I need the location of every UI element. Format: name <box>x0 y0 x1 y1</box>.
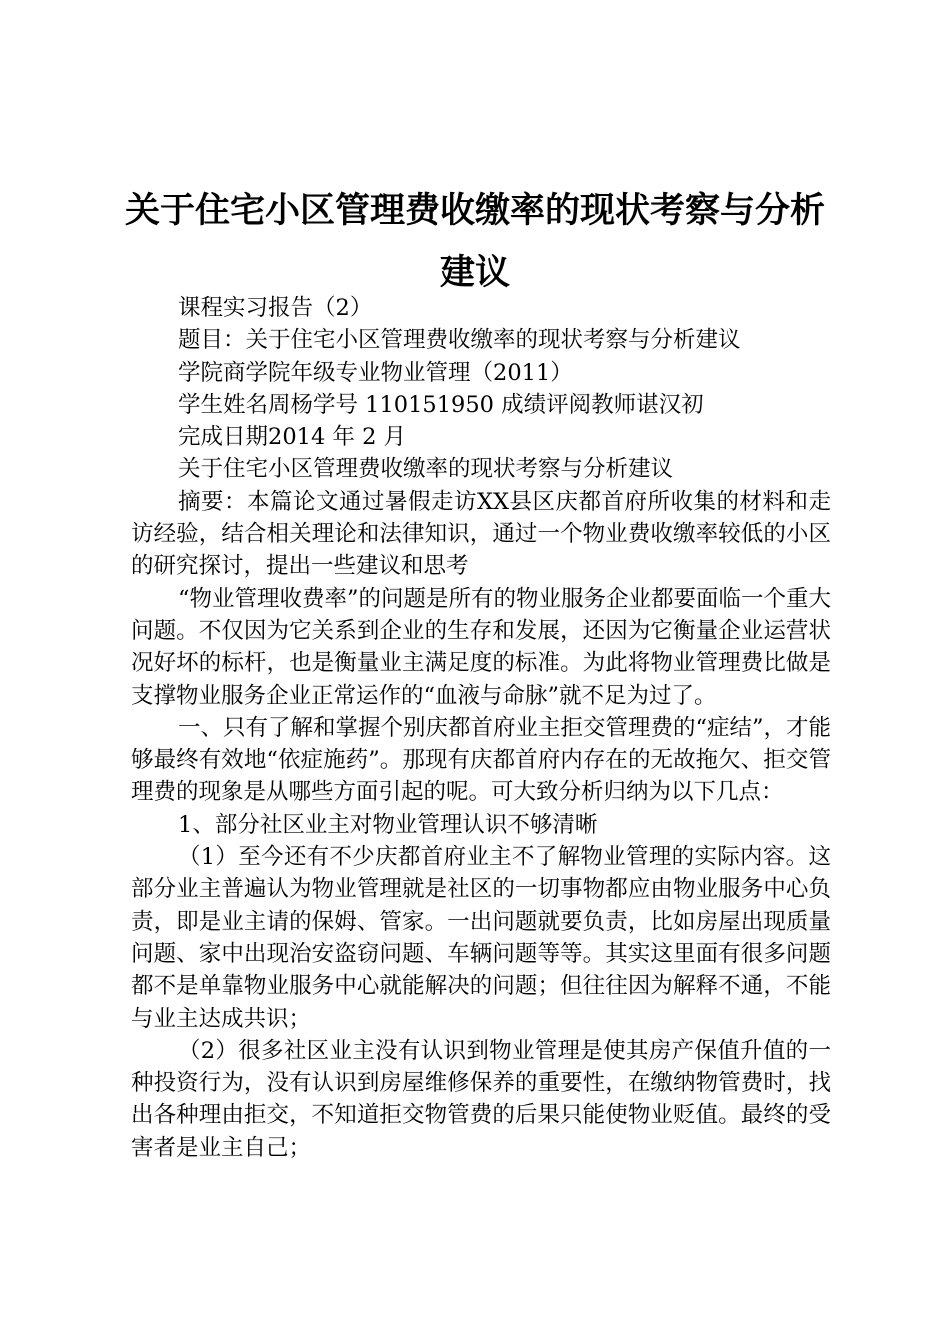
document-title <box>90 180 860 304</box>
date-line: 完成日期2014 年 2 月 <box>178 424 407 451</box>
body-paragraph: 一、只有了解和掌握个别庆都首府业主拒交管理费的“症结”，才能够最终有效地“依症施药”。那现有庆都首府内存在的无故拖欠、拒交管理费的现象是从哪些方面引起的呢。可大致分析归纳为以下几点： <box>131 714 832 806</box>
body-paragraph: “物业管理收费率”的问题是所有的物业服务企业都要面临一个重大问题。不仅因为它关系到企业的生存和发展，还因为它衡量企业运营状况好坏的标杆，也是衡量业主满足度的标准。为此将物业管理费比做是支撑物业服务企业正常运作的“血液与命脉”就不足为过了。 <box>131 585 832 709</box>
topic-line: 题目：关于住宅小区管理费收缴率的现状考察与分析建议 <box>178 327 741 354</box>
body-paragraph: （2）很多社区业主没有认识到物业管理是使其房产保值升值的一种投资行为，没有认识到房屋维修保养的重要性，在缴纳物管费时，找出各种理由拒交，不知道拒交物管费的后果只能使物业贬值。最终的受害者是业主自己； <box>131 1037 831 1161</box>
college-line: 学院商学院年级专业物业管理（2011） <box>178 359 573 386</box>
subtitle-paragraph: 关于住宅小区管理费收缴率的现状考察与分析建议 <box>178 456 674 483</box>
student-line: 学生姓名周杨学号 110151950 成绩评阅教师谌汉初 <box>178 391 704 418</box>
section-heading: 1、部分社区业主对物业管理认识不够清晰 <box>178 811 598 838</box>
title-line-1: 关于住宅小区管理费收缴率的现状考察与分析 <box>124 191 825 231</box>
document-body <box>131 292 831 1164</box>
course-line: 课程实习报告（2） <box>178 295 373 321</box>
abstract-paragraph: 摘要：本篇论文通过暑假走访XX县区庆都首府所收集的材料和走访经验，结合相关理论和法律知识，通过一个物业费收缴率较低的小区的研究探讨，提出一些建议和思考 <box>131 488 831 580</box>
title-line-2: 建议 <box>439 253 510 293</box>
body-paragraph: （1）至今还有不少庆都首府业主不了解物业管理的实际内容。这部分业主普遍认为物业管理就是社区的一切事物都应由物业服务中心负责，即是业主请的保姆、管家。一出问题就要负责，比如房屋出现质量问题、家中出现治安盗窃问题、车辆问题等等。其实这里面有很多问题都不是单靠物业服务中心就能解决的问题；但往往因为解释不通，不能与业主达成共识； <box>131 844 831 1032</box>
